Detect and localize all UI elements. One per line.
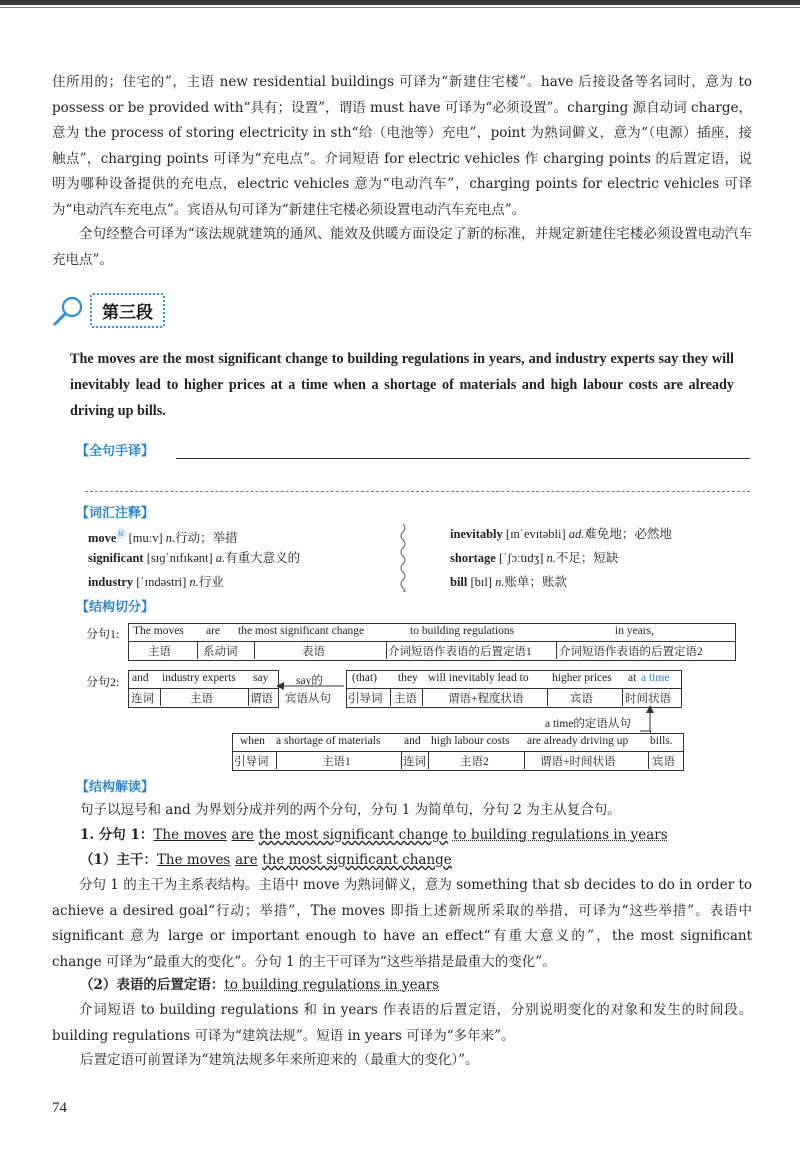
vocab-left-1: move㊙ [muːv] n.行动；举措 [88, 529, 238, 546]
tag-vocab: 【词汇注释】 [76, 506, 155, 521]
magnifier-icon [52, 294, 86, 326]
c1-the-moves: The moves [133, 625, 184, 637]
c3-they: they [398, 672, 418, 684]
c3-lab-time: 时间状语 [625, 693, 671, 705]
c4-when: when [240, 735, 265, 747]
c4-lab-obj: 宾语 [652, 756, 675, 768]
clause2-label: 分句2: [86, 675, 120, 689]
c3-that: (that) [352, 672, 377, 684]
c1-regulations: to building regulations [410, 625, 515, 637]
c4-shortage: a shortage of materials [276, 735, 381, 747]
c2-and: and [132, 672, 149, 684]
c2-experts: industry experts [162, 672, 236, 684]
paragraph-summary: 全句经整合可译为“该法规就建筑的通风、能效及供暖方面设定了新的标准，并规定新建住宅楼必须设置电动汽车充电点”。 [52, 226, 752, 268]
analysis-intro: 句子以逗号和 and 为界划分成并列的两个分句，分句 1 为简单句，分句 2 为主从复合句。 [80, 802, 621, 818]
c4-driving: are already driving up [527, 735, 629, 747]
c4-lab-subj2: 主语2 [460, 756, 489, 768]
c2-lab-verb: 谓语 [250, 693, 273, 705]
tag-analysis: 【结构解读】 [76, 780, 155, 795]
tag-structure: 【结构切分】 [76, 600, 155, 615]
say-obj-label: say的 [296, 675, 323, 687]
c2-lab-subj: 主语 [190, 693, 213, 705]
c4-bills: bills. [650, 735, 673, 747]
paragraph-carryover: 住所用的；住宅的”，主语 new residential buildings 可译为“新建住宅楼”。have 后接设备等名词时，意为 to possess or be provided with“具有；设置”，谓语 must have 可译为“必须设置”。charging 源自动词 charge，意为 the process of storing electricity in sth“给（电池等）充电”，point 为熟词僻义，意为“（电源）插座，接触点”，charging points 可译为“充电点”。介词短语 for electric vehicles 作 charging points 的后置定语，说明为哪种设备提供的充电点，electric vehicles 意为“电动汽车”，charging points for electric vehicles 可译为“电动汽车充电点”。宾语从句可译为“新建住宅楼必须设置电动汽车充电点”。 [52, 74, 752, 218]
c2-say: say [253, 672, 269, 684]
divider [85, 491, 750, 492]
c4-lab-verb: 谓语+时间状语 [540, 756, 616, 768]
vocab-right-3: bill [bɪl] n.账单；账款 [450, 575, 568, 589]
c2-lab-conj: 连词 [131, 693, 154, 705]
analysis-heading-1: 1. 分句 1：The moves are the most significant change to building regulations in years [80, 827, 668, 843]
c1-lab-subj: 主语 [148, 646, 171, 658]
c1-lab-pred: 表语 [302, 646, 325, 658]
c1-lab-verb: 系动词 [203, 646, 238, 658]
c1-are: are [206, 625, 221, 637]
c4-lab-conj: 连词 [403, 756, 426, 768]
c1-lab-attr2: 介词短语作表语的后置定语2 [559, 646, 703, 658]
c3-a-time: a time [641, 672, 670, 684]
c1-lab-attr1: 介词短语作表语的后置定语1 [388, 646, 532, 658]
c3-lab-verb: 谓语+程度状语 [448, 693, 524, 705]
c3-at: at [628, 672, 637, 684]
clause1-label: 分句1: [86, 627, 120, 641]
c1-change: the most significant change [238, 625, 365, 637]
wave-divider [398, 524, 408, 592]
tag-translate: 【全句手译】 [76, 444, 155, 459]
analysis-front: 后置定语可前置译为“建筑法规多年来所迎来的（最重大的变化）”。 [80, 1052, 479, 1068]
c4-lab-intro: 引导词 [234, 756, 269, 768]
analysis-heading-2: （1）主干：The moves are the most significant change [80, 852, 452, 868]
c3-lab-subj: 主语 [394, 693, 417, 705]
analysis-main: 分句 1 的主干为主系表结构。主语中 move 为熟词僻义，意为 something that sb decides to do in order to achieve a desired goal“行动；举措”，The moves 即指上述新规所采取的举措，可译为“这些举措”。表语中 significant 意为 large or important enough to have an effect“有重大意义的”，the most significant change 可译为“最重大的变化”。分句 1 的主干可译为“这些举措是最重大的变化”。 [52, 877, 752, 970]
c3-lab-obj: 宾语 [570, 693, 593, 705]
vocab-right-2: shortage [ˈʃɔːtɪdʒ] n.不足；短缺 [450, 551, 619, 565]
say-obj-label2: 宾语从句 [285, 693, 331, 705]
c4-costs: high labour costs [431, 735, 510, 747]
c3-prices: higher prices [552, 672, 612, 684]
section-title: 第三段 [90, 293, 165, 328]
c1-in-years: in years, [615, 625, 654, 637]
vocab-right-1: inevitably [ɪnˈevɪtəbli] ad.难免地；必然地 [450, 527, 672, 541]
c4-lab-subj1: 主语1 [322, 756, 351, 768]
analysis-postmod: 介词短语 to building regulations 和 in years 作表语的后置定语，分别说明变化的对象和发生的时间段。building regulations 可译为“建筑法规”。短语 in years 可译为“多年来”。 [52, 1002, 752, 1044]
top-rule [0, 0, 800, 5]
vocab-left-2: significant [sɪɡˈnɪfɪkənt] a.有重大意义的 [88, 551, 301, 565]
translation-blank[interactable] [176, 458, 750, 459]
passage-sentence: The moves are the most significant change to building regulations in years, and industry experts say they will inevitably lead to higher prices at a time when a shortage of materials and high labour costs are already driving up bills. [70, 351, 734, 419]
section-header [52, 292, 165, 328]
page-number: 74 [52, 1100, 67, 1116]
analysis-heading-3: （2）表语的后置定语：to building regulations in years [80, 977, 440, 993]
top-rule-thin [0, 7, 800, 8]
attr-clause-label: a time的定语从句 [545, 718, 631, 730]
vocab-left-3: industry [ˈɪndəstri] n.行业 [88, 575, 224, 589]
c4-and: and [404, 735, 421, 747]
c3-lead-to: will inevitably lead to [428, 672, 529, 684]
c3-lab-intro: 引导词 [348, 693, 383, 705]
